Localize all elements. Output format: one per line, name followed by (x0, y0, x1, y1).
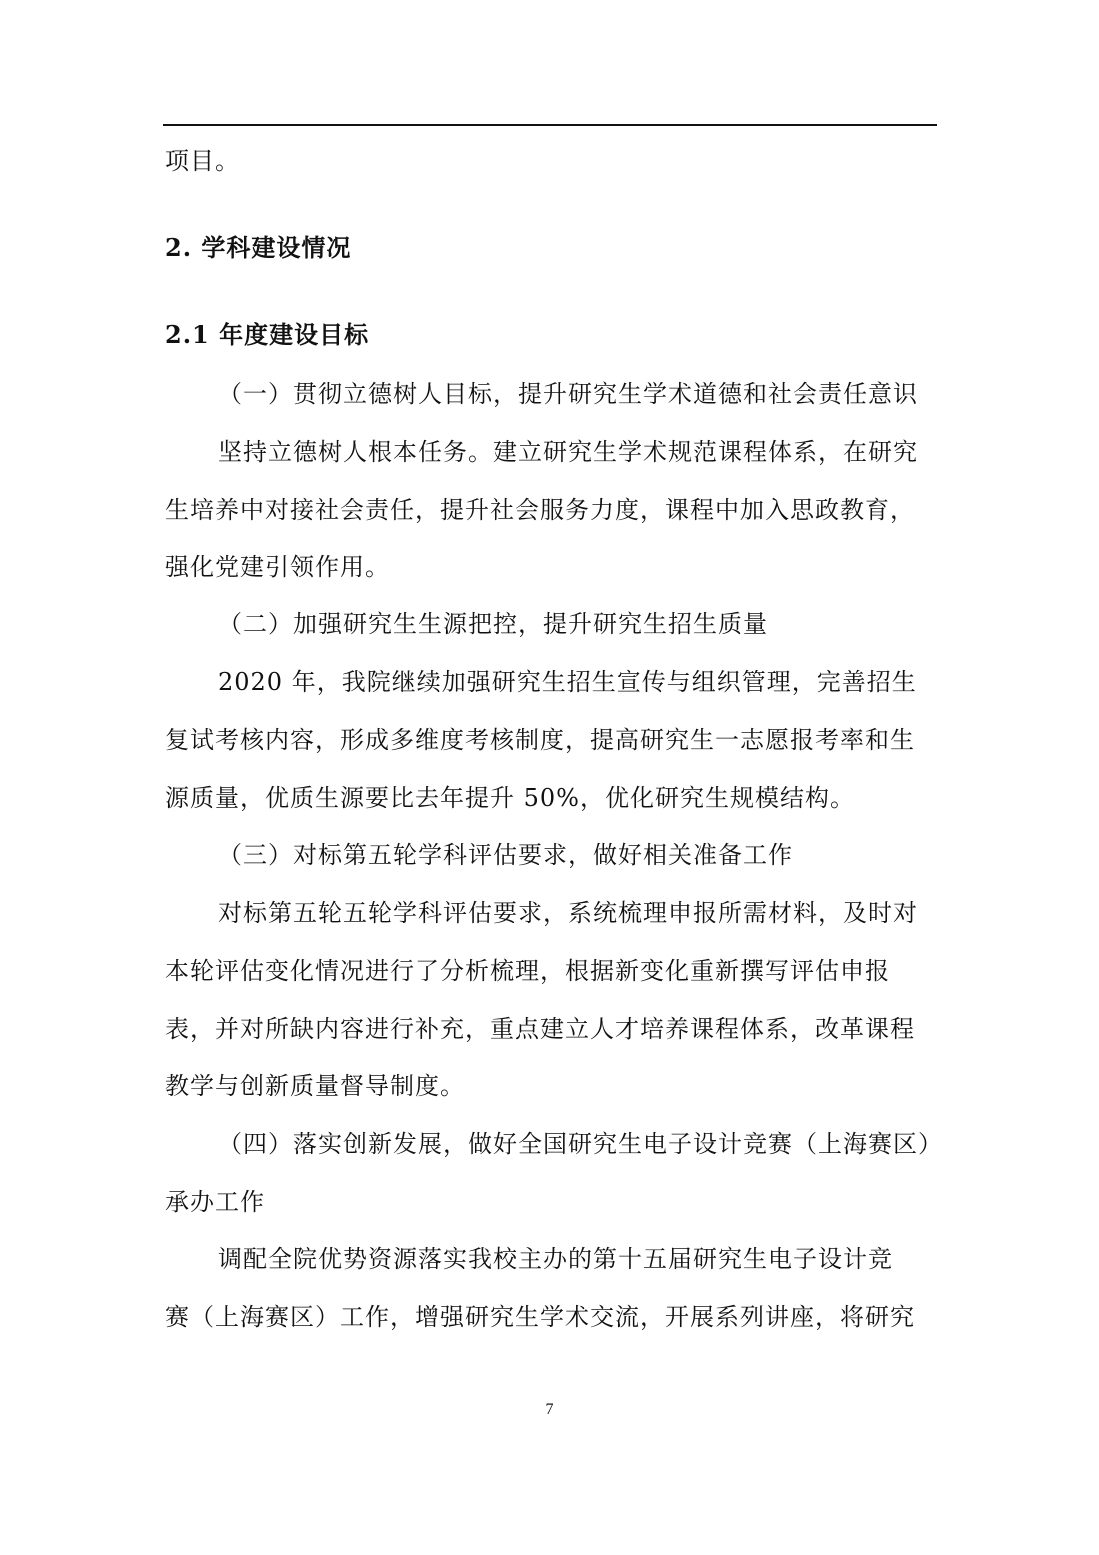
item-2-body-line: 源质量，优质生源要比去年提升 50%，优化研究生规模结构。 (165, 784, 855, 812)
item-3-body-line: 表，并对所缺内容进行补充，重点建立人才培养课程体系，改革课程 (165, 1015, 915, 1043)
item-1-title: （一）贯彻立德树人目标，提升研究生学术道德和社会责任意识 (218, 380, 918, 408)
subsection-heading: 2.1 年度建设目标 (165, 320, 370, 349)
item-4-title-continuation: 承办工作 (165, 1188, 265, 1216)
continuation-text: 项目。 (165, 147, 240, 175)
item-3-body-line: 本轮评估变化情况进行了分析梳理，根据新变化重新撰写评估申报 (165, 957, 890, 985)
item-2-title: （二）加强研究生生源把控，提升研究生招生质量 (218, 610, 768, 638)
item-1-body-line: 生培养中对接社会责任，提升社会服务力度，课程中加入思政教育， (165, 496, 915, 524)
section-heading: 2. 学科建设情况 (165, 233, 352, 262)
item-3-body-line: 对标第五轮五轮学科评估要求，系统梳理申报所需材料，及时对 (218, 899, 918, 927)
item-4-title: （四）落实创新发展，做好全国研究生电子设计竞赛（上海赛区） (218, 1130, 943, 1158)
item-1-body-line: 坚持立德树人根本任务。建立研究生学术规范课程体系，在研究 (218, 438, 918, 466)
item-2-body-line: 2020 年，我院继续加强研究生招生宣传与组织管理，完善招生 (218, 668, 917, 696)
item-4-body-line: 调配全院优势资源落实我校主办的第十五届研究生电子设计竞 (218, 1245, 893, 1273)
item-3-body-line: 教学与创新质量督导制度。 (165, 1072, 465, 1100)
item-2-body-line: 复试考核内容，形成多维度考核制度，提高研究生一志愿报考率和生 (165, 726, 915, 754)
page-number: 7 (545, 1401, 554, 1418)
header-rule (163, 124, 937, 126)
item-3-title: （三）对标第五轮学科评估要求，做好相关准备工作 (218, 841, 793, 869)
item-1-body-line: 强化党建引领作用。 (165, 553, 390, 581)
item-4-body-line: 赛（上海赛区）工作，增强研究生学术交流，开展系列讲座，将研究 (165, 1303, 915, 1331)
